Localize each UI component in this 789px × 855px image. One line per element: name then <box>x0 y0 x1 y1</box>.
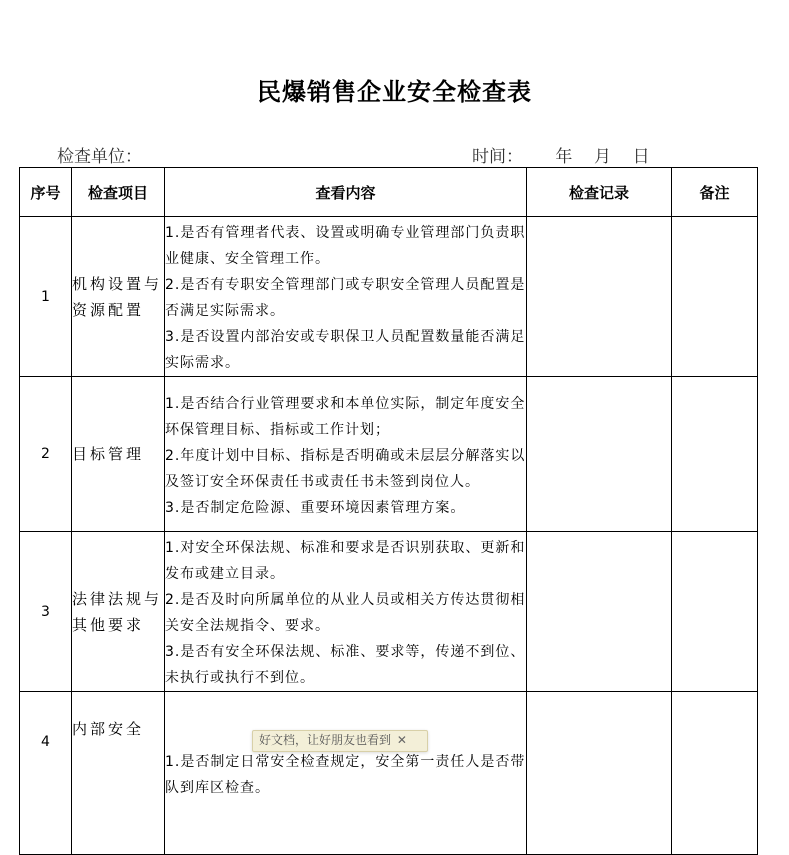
close-icon[interactable]: ✕ <box>396 733 407 747</box>
row-item: 目标管理 <box>72 377 165 532</box>
row-item: 法律法规与其他要求 <box>72 532 165 692</box>
row-content <box>165 692 527 855</box>
row-seq: 1 <box>20 217 72 377</box>
table-header-row <box>20 168 758 217</box>
header-seq: 序号 <box>20 168 72 217</box>
inspection-unit-label: 检查单位： <box>57 147 142 167</box>
row-item: 内部安全 <box>72 692 165 855</box>
header-item: 检查项目 <box>72 168 165 217</box>
record-cell[interactable] <box>527 692 672 855</box>
record-cell[interactable] <box>527 217 672 377</box>
remark-cell[interactable] <box>672 377 758 532</box>
table-row <box>20 692 758 855</box>
row-seq: 3 <box>20 532 72 692</box>
row-content <box>165 217 527 377</box>
table-row <box>20 217 758 377</box>
content-line: 3.是否有安全环保法规、标准、要求等，传递不到位、未执行或执行不到位。 <box>165 644 526 686</box>
content-line: 1.是否制定日常安全检查规定，安全第一责任人是否带队到库区检查。 <box>165 753 526 796</box>
document-title: 民爆销售企业安全检查表 <box>257 77 532 106</box>
header-record: 检查记录 <box>527 168 672 217</box>
content-line: 1.是否结合行业管理要求和本单位实际，制定年度安全环保管理目标、指标或工作计划； <box>165 395 526 438</box>
row-content <box>165 377 527 532</box>
inspection-date-label: 时间： 年 月 日 <box>472 147 650 167</box>
content-line: 2.年度计划中目标、指标是否明确或未层层分解落实以及签订安全环保责任书或责任书未签到岗位人。 <box>165 447 526 490</box>
table-row <box>20 377 758 532</box>
content-line: 2.是否及时向所属单位的从业人员或相关方传达贯彻相关安全法规指令、要求。 <box>165 592 526 634</box>
content-line: 1.是否有管理者代表、设置或明确专业管理部门负责职业健康、安全管理工作。 <box>165 225 526 267</box>
content-line: 3.是否制定危险源、重要环境因素管理方案。 <box>165 499 466 516</box>
content-line: 1.对安全环保法规、标准和要求是否识别获取、更新和发布或建立目录。 <box>165 540 526 582</box>
record-cell[interactable] <box>527 377 672 532</box>
remark-cell[interactable] <box>672 692 758 855</box>
record-cell[interactable] <box>527 532 672 692</box>
header-content: 查看内容 <box>165 168 527 217</box>
row-content <box>165 532 527 692</box>
row-seq: 2 <box>20 377 72 532</box>
share-banner[interactable] <box>252 730 428 752</box>
content-line: 2.是否有专职安全管理部门或专职安全管理人员配置是否满足实际需求。 <box>165 277 526 319</box>
header-remark: 备注 <box>672 168 758 217</box>
row-item: 机构设置与资源配置 <box>72 217 165 377</box>
remark-cell[interactable] <box>672 532 758 692</box>
content-line: 3.是否设置内部治安或专职保卫人员配置数量能否满足实际需求。 <box>165 329 526 371</box>
table-row <box>20 532 758 692</box>
remark-cell[interactable] <box>672 217 758 377</box>
share-banner-text: 好文档，让好朋友也看到 <box>259 733 392 747</box>
row-seq: 4 <box>20 692 72 855</box>
